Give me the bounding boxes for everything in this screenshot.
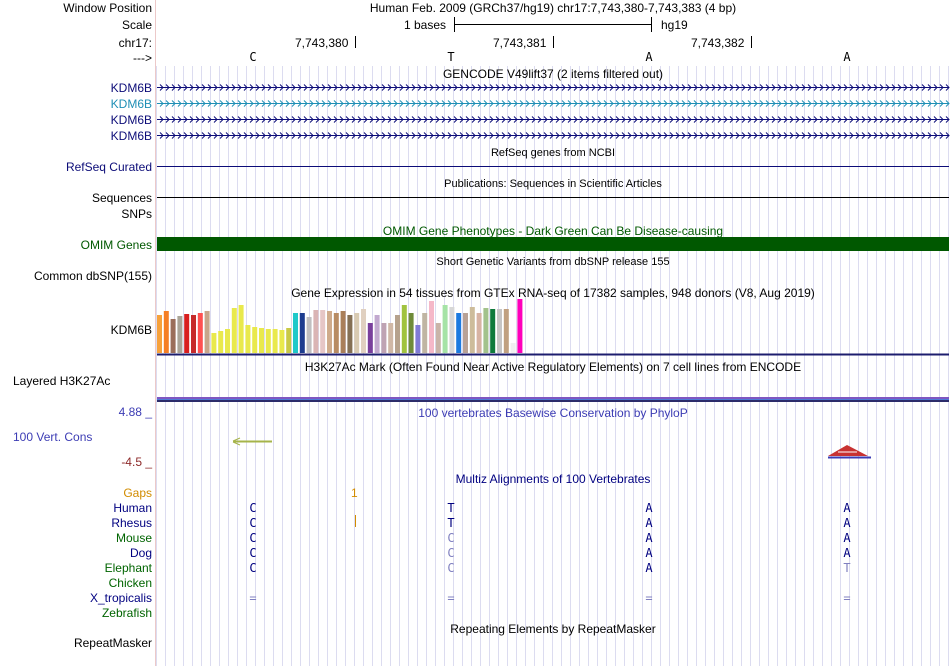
h3k27ac-signal xyxy=(157,399,949,400)
gtex-bar xyxy=(218,331,223,353)
snps-track-label[interactable]: SNPs xyxy=(121,207,152,221)
conservation-track-title: 100 vertebrates Basewise Conservation by PhyloP xyxy=(418,406,688,420)
gtex-bar xyxy=(259,328,264,353)
alignment-base: A xyxy=(645,531,653,545)
gtex-bar xyxy=(409,313,414,353)
gtex-bar xyxy=(449,307,454,353)
gtex-bar xyxy=(198,313,203,353)
conservation-min-label: -4.5 _ xyxy=(121,455,152,469)
gtex-bar xyxy=(497,309,502,353)
gtex-bar xyxy=(177,316,182,353)
repeatmasker-track-label[interactable]: RepeatMasker xyxy=(73,636,152,650)
gaps-label: Gaps xyxy=(123,486,152,500)
gtex-track-label[interactable]: KDM6B xyxy=(110,323,152,337)
species-label: Zebrafish xyxy=(101,606,152,620)
gtex-bar xyxy=(191,315,196,353)
gtex-bar xyxy=(490,309,495,353)
conservation-track-label[interactable]: 100 Vert. Cons xyxy=(13,430,93,444)
gtex-bar xyxy=(456,313,461,353)
gtex-bar xyxy=(184,314,189,353)
omim-track-title: OMIM Gene Phenotypes - Dark Green Can Be Disease-causing xyxy=(382,224,724,238)
gtex-bar xyxy=(286,328,291,353)
gtex-bar xyxy=(429,301,434,353)
gtex-bar xyxy=(225,329,230,353)
h3k27ac-signal xyxy=(157,397,949,399)
scale-assembly: hg19 xyxy=(661,18,688,32)
dbsnp-track-title: Short Genetic Variants from dbSNP release 155 xyxy=(436,256,670,268)
alignment-base: = xyxy=(249,591,257,605)
h3k27ac-track-title: H3K27Ac Mark (Often Found Near Active Regulatory Elements) on 7 cell lines from ENCODE xyxy=(304,360,802,374)
alignment-base: T xyxy=(447,501,455,515)
gtex-bar xyxy=(313,310,318,353)
omim-track-label[interactable]: OMIM Genes xyxy=(80,238,152,252)
alignment-base: C xyxy=(249,516,257,530)
gtex-bar xyxy=(361,309,366,353)
gtex-bar xyxy=(293,313,298,353)
alignment-base: A xyxy=(843,546,851,560)
alignment-base: C xyxy=(447,546,455,560)
gtex-bar xyxy=(375,315,380,353)
position-tick-label: 7,743,382 xyxy=(691,36,745,50)
gencode-item-label[interactable]: KDM6B xyxy=(110,97,152,111)
repeatmasker-track-title: Repeating Elements by RepeatMasker xyxy=(450,622,656,636)
gtex-bar xyxy=(239,305,244,353)
scale-value: 1 bases xyxy=(404,18,447,32)
gtex-bar xyxy=(402,305,407,353)
gtex-bar xyxy=(164,311,169,353)
species-label: X_tropicalis xyxy=(89,591,152,605)
gencode-item-label[interactable]: KDM6B xyxy=(110,113,152,127)
species-label: Human xyxy=(113,501,152,515)
refseq-track-title: RefSeq genes from NCBI xyxy=(490,147,616,159)
strand-label: ---> xyxy=(133,51,152,65)
window-position-label: Window Position xyxy=(63,1,152,15)
gtex-bar xyxy=(252,327,257,353)
reference-base: A xyxy=(645,50,653,64)
gtex-bar xyxy=(477,313,482,353)
publications-track-title: Publications: Sequences in Scientific Articles xyxy=(444,178,662,190)
publications-track-label[interactable]: Sequences xyxy=(91,191,152,205)
scale-label: Scale xyxy=(121,18,152,32)
refseq-track-label[interactable]: RefSeq Curated xyxy=(65,160,152,174)
species-label: Mouse xyxy=(115,531,152,545)
conservation-peak xyxy=(828,445,868,456)
gencode-track-title: GENCODE V49lift37 (2 items filtered out) xyxy=(442,67,664,81)
gtex-bar xyxy=(266,329,271,353)
alignment-base: C xyxy=(447,531,455,545)
alignment-base: A xyxy=(843,531,851,545)
reference-base: T xyxy=(447,50,455,64)
gtex-bar xyxy=(334,313,339,353)
gtex-bar xyxy=(347,315,352,353)
gtex-bar xyxy=(279,330,284,353)
species-label: Elephant xyxy=(104,561,152,575)
conservation-max-label: 4.88 _ xyxy=(118,405,152,419)
gtex-bar xyxy=(504,309,509,353)
gtex-bar xyxy=(436,323,441,353)
window-position-value: Human Feb. 2009 (GRCh37/hg19) chr17:7,743,380-7,743,383 (4 bp) xyxy=(369,1,737,15)
alignment-base: A xyxy=(645,561,653,575)
reference-base: C xyxy=(249,50,257,64)
gtex-bar xyxy=(211,333,216,353)
alignment-base: T xyxy=(447,516,455,530)
alignment-base: A xyxy=(645,516,653,530)
gtex-bar xyxy=(245,325,250,353)
alignment-base: A xyxy=(645,546,653,560)
alignment-base: A xyxy=(645,501,653,515)
gtex-bar xyxy=(443,305,448,353)
gtex-bar xyxy=(395,315,400,353)
gtex-bar xyxy=(368,323,373,353)
gtex-bar xyxy=(205,311,210,353)
gtex-bar xyxy=(300,313,305,353)
position-tick-label: 7,743,380 xyxy=(295,36,349,50)
gtex-bar xyxy=(341,311,346,353)
h3k27ac-signal xyxy=(157,400,949,402)
alignment-base: C xyxy=(249,531,257,545)
gtex-bar xyxy=(354,313,359,353)
alignment-base: C xyxy=(249,501,257,515)
alignment-base: C xyxy=(249,561,257,575)
species-label: Chicken xyxy=(108,576,152,590)
gaps-count: 1 xyxy=(351,486,358,500)
reference-base: A xyxy=(843,50,851,64)
gtex-bar xyxy=(517,299,522,353)
multiz-track-title: Multiz Alignments of 100 Vertebrates xyxy=(455,472,651,486)
species-label: Dog xyxy=(129,546,152,560)
gtex-bar xyxy=(483,308,488,353)
omim-bar xyxy=(157,237,949,251)
alignment-base: C xyxy=(447,561,455,575)
gencode-item-label[interactable]: KDM6B xyxy=(110,81,152,95)
gtex-track-title: Gene Expression in 54 tissues from GTEx RNA-seq of 17382 samples, 948 donors (V8, Aug 2019) xyxy=(291,286,815,300)
gtex-bar xyxy=(273,329,278,353)
position-tick-label: 7,743,381 xyxy=(493,36,547,50)
gtex-bar xyxy=(422,313,427,353)
alignment-base: A xyxy=(843,501,851,515)
h3k27ac-track-label[interactable]: Layered H3K27Ac xyxy=(13,374,111,388)
gtex-bar xyxy=(327,311,332,353)
alignment-base: = xyxy=(447,591,455,605)
gtex-bar xyxy=(463,313,468,353)
species-label: Rhesus xyxy=(111,516,152,530)
gtex-bar xyxy=(171,319,176,353)
gtex-bar xyxy=(307,317,312,353)
alignment-base: = xyxy=(843,591,851,605)
alignment-base: A xyxy=(843,516,851,530)
alignment-base: T xyxy=(843,561,851,575)
gtex-bar xyxy=(470,307,475,353)
gtex-bar xyxy=(381,323,386,353)
gtex-bar xyxy=(232,308,237,353)
alignment-base: C xyxy=(249,546,257,560)
alignment-base: = xyxy=(645,591,653,605)
gtex-bar xyxy=(388,323,393,353)
chrom-label: chr17: xyxy=(118,36,152,50)
gencode-item-label[interactable]: KDM6B xyxy=(110,129,152,143)
gtex-bar xyxy=(415,325,420,353)
gtex-bar xyxy=(157,315,162,353)
gtex-bar xyxy=(320,310,325,353)
gtex-bar xyxy=(511,343,516,353)
dbsnp-track-label[interactable]: Common dbSNP(155) xyxy=(33,269,152,283)
